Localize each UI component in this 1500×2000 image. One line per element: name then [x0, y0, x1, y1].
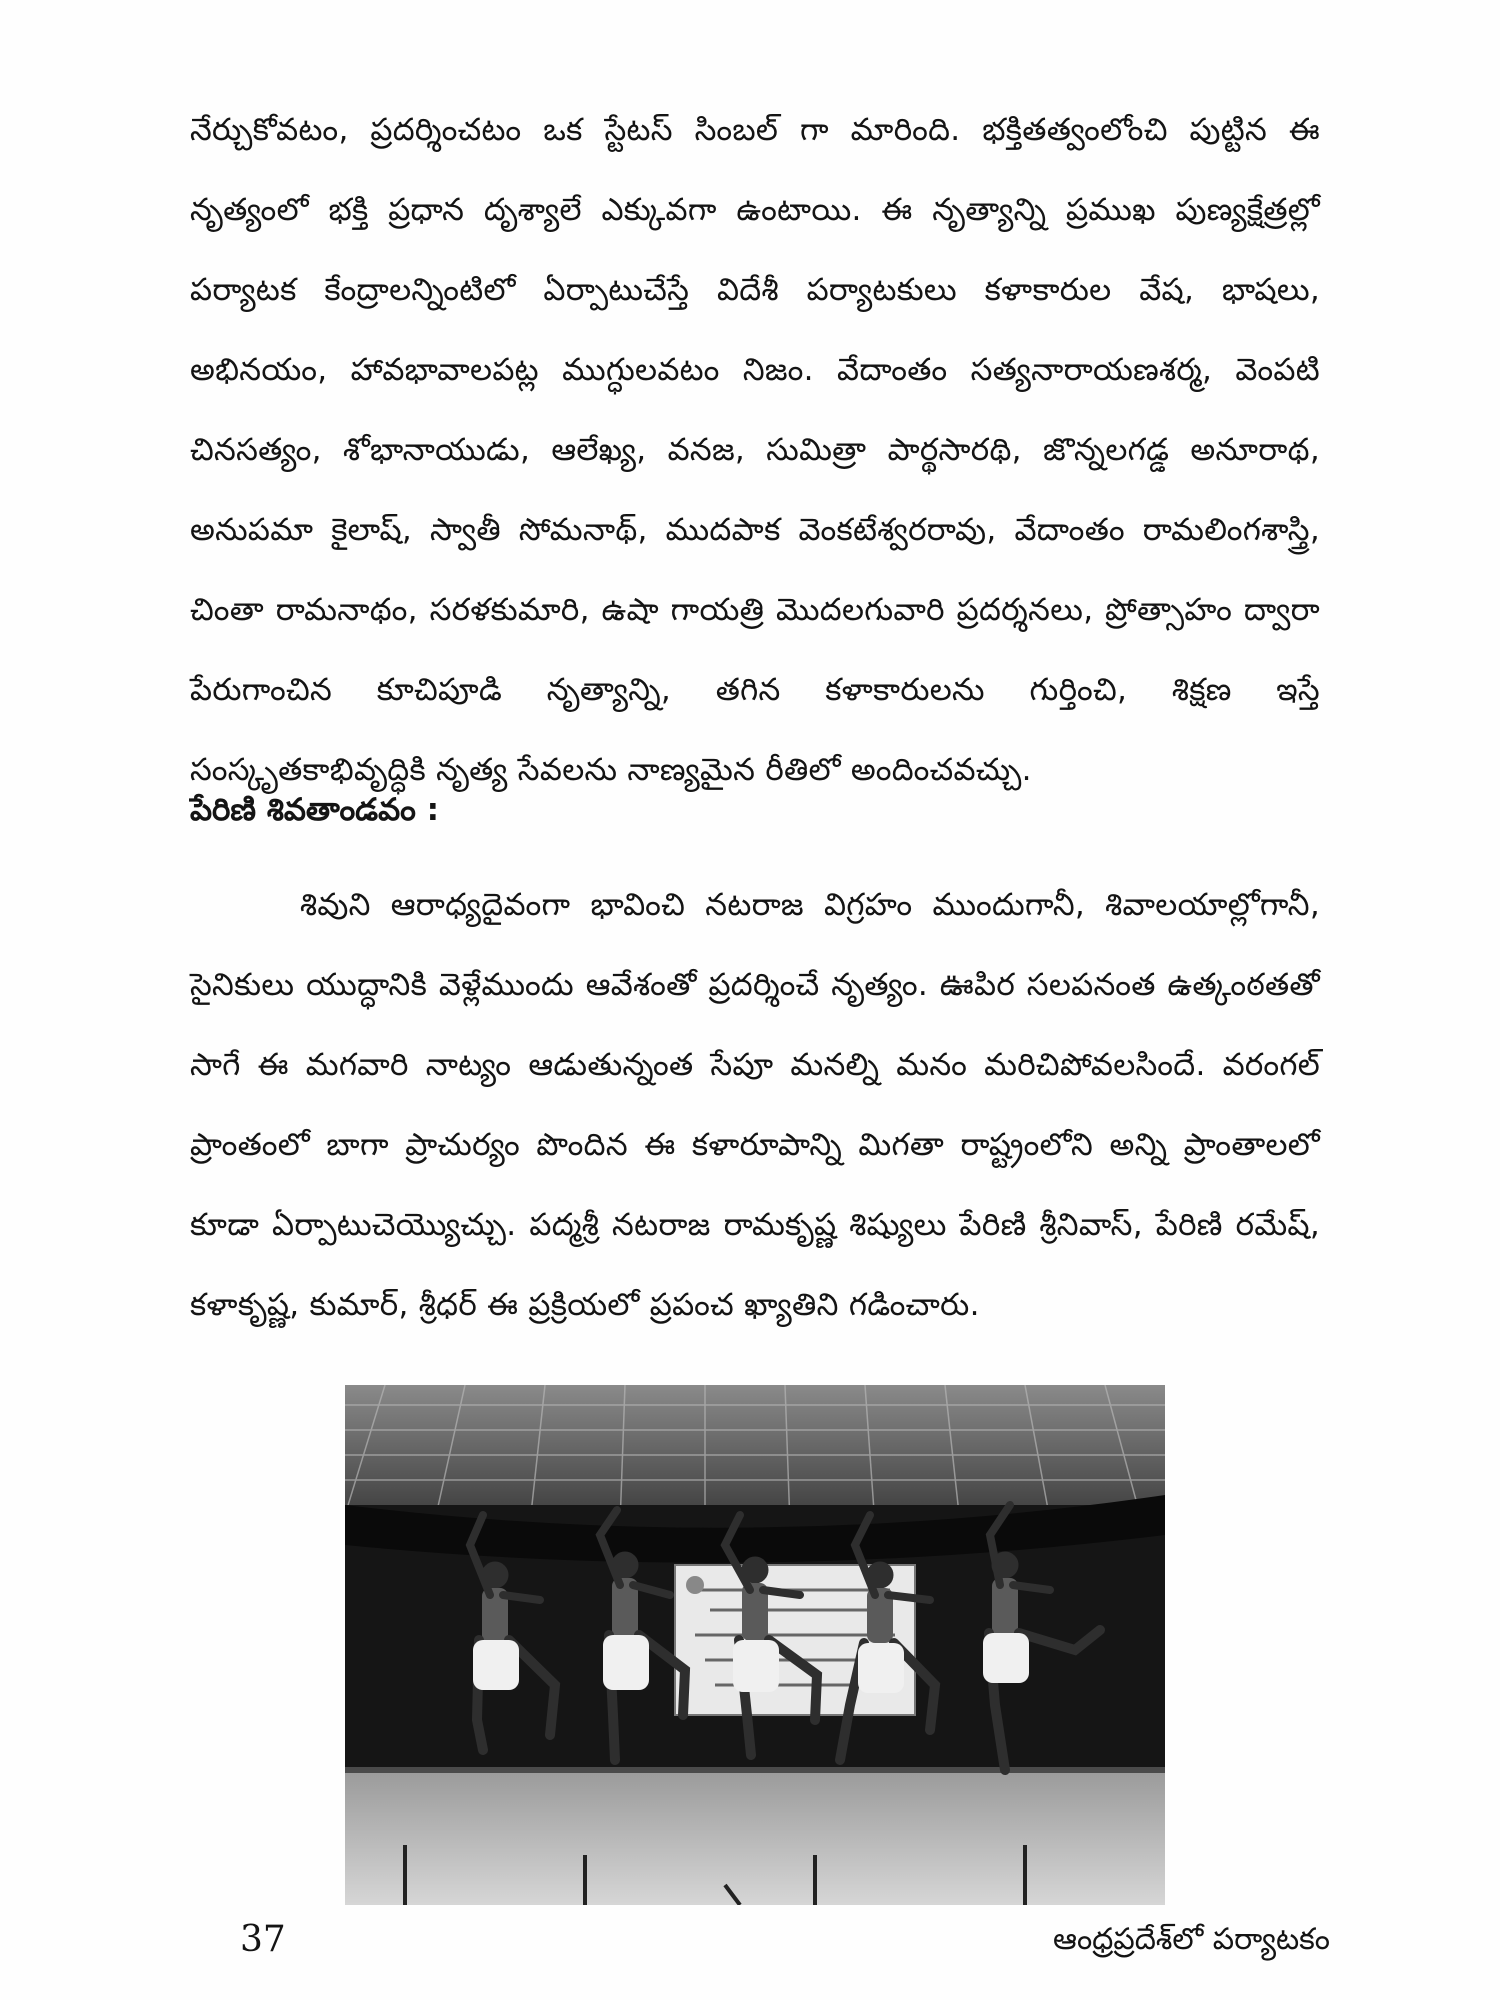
- section-heading: పేరిణి శివతాండవం :: [190, 792, 440, 828]
- body-paragraph-1: నేర్చుకోవటం, ప్రదర్శించటం ఒక స్టేటస్ సింబల్ గా మారింది. భక్తితత్వంలోంచి పుట్టిన ఈ నృత్యంలో భక్తి ప్రధాన దృశ్యాలే ఎక్కువగా ఉంటాయి. ఈ నృత్యాన్ని ప్రముఖ పుణ్యక్షేత్రల్లో పర్యాటక కేంద్రాలన్నింటిలో ఏర్పాటుచేస్తే విదేశీ పర్యాటకులు కళాకారుల వేష, భాషలు, అభినయం, హావభావాలపట్ల ముగ్ధులవటం నిజం. వేదాంతం సత్యనారాయణశర్మ, వెంపటి చినసత్యం, శోభానాయుడు, ఆలేఖ్య, వనజ, సుమిత్రా పార్థసారథి, జొన్నలగడ్డ అనూరాథ, అనుపమా కైలాష్, స్వాతీ సోమనాథ్, ముదపాక వెంకటేశ్వరరావు, వేదాంతం రామలింగశాస్త్రి, చింతా రామనాథం, సరళకుమారి, ఉషా గాయత్రి మొదలగువారి ప్రదర్శనలు, ప్రోత్సాహం ద్వారా పేరుగాంచిన కూచిపూడి నృత్యాన్ని, తగిన కళాకారులను గుర్తించి, శిక్షణ ఇస్తే సంస్కృతకాభివృద్ధికి నృత్య సేవలను నాణ్యమైన రీతిలో అందించవచ్చు.: [190, 112, 1320, 788]
- running-title: ఆంధ్రప్రదేశ్‌లో పర్యాటకం: [1053, 1922, 1330, 1957]
- body-paragraph-2: శివుని ఆరాధ్యదైవంగా భావించి నటరాజ విగ్రహం ముందుగానీ, శివాలయాల్లోగానీ, సైనికులు యుద్ధానికి వెళ్లేముందు ఆవేశంతో ప్రదర్శించే నృత్యం. ఊపిర సలపనంత ఉత్కంఠతతో సాగే ఈ మగవారి నాట్యం ఆడుతున్నంత సేపూ మనల్ని మనం మరిచిపోవలసిందే. వరంగల్ ప్రాంతంలో బాగా ప్రాచుర్యం పొందిన ఈ కళారూపాన్ని మిగతా రాష్ట్రంలోని అన్ని ప్రాంతాలలో కూడా ఏర్పాటుచెయ్యొచ్చు. పద్మశ్రీ నటరాజ రామకృష్ణ శిష్యులు పేరిణి శ్రీనివాస్, పేరిణి రమేష్, కళాకృష్ణ, కుమార్, శ్రీధర్ ఈ ప్రక్రియలో ప్రపంచ ఖ్యాతిని గడించారు.: [190, 887, 1320, 1323]
- dance-performance-photo: [345, 1385, 1165, 1905]
- page-number: 37: [240, 1919, 286, 1960]
